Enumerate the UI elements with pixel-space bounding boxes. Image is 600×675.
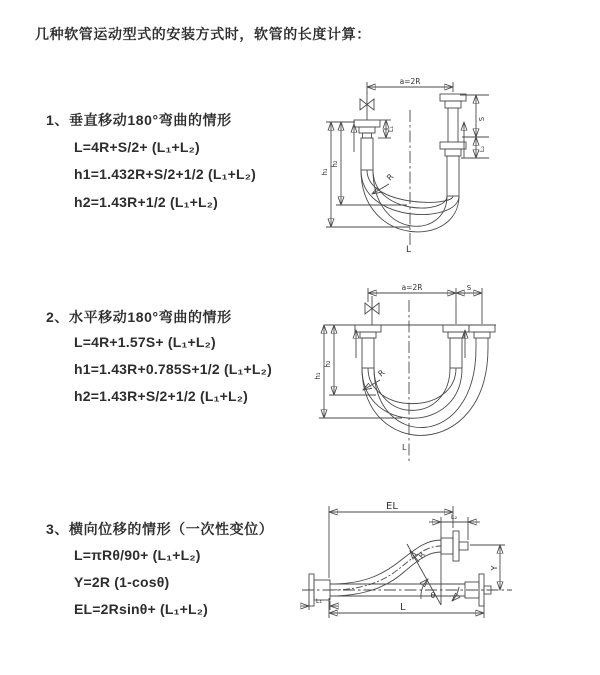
section-1-formula-h2: h2=1.43R+1/2 (L₁+L₂) xyxy=(74,194,219,210)
braided-hose-section xyxy=(450,338,462,368)
dim-label-l1: L₁ xyxy=(315,597,323,605)
section-3-formula-Y: Y=2R (1-cosθ) xyxy=(74,574,170,590)
page-title: 几种软管运动型式的安装方式时，软管的长度计算： xyxy=(35,26,371,42)
dim-label-r: R xyxy=(385,172,396,183)
left-pipe-fitting xyxy=(354,120,380,170)
diagram-horizontal-180-bend xyxy=(310,278,595,468)
dim-label-a2r: a=2R xyxy=(401,283,423,292)
dim-label-h1: h₁ xyxy=(314,372,322,380)
dim-label-theta: θ xyxy=(430,591,436,600)
section-2-formula-h1: h1=1.43R+0.785S+1/2 (L₁+L₂) xyxy=(74,361,272,377)
section-2-heading: 2、水平移动180°弯曲的情形 xyxy=(46,309,232,325)
dim-label-y: Y xyxy=(490,565,499,571)
dim-label-s: S xyxy=(466,284,472,292)
dim-label-l2: L₂ xyxy=(450,513,458,521)
section-3-formula-L: L=πRθ/90+ (L₁+L₂) xyxy=(74,547,201,563)
section-3-formula-EL: EL=2Rsinθ+ (L₁+L₂) xyxy=(74,601,209,617)
displaced-flange xyxy=(441,531,468,561)
right-pipe-fitting xyxy=(440,94,466,196)
right-pipe-fitting xyxy=(469,325,495,348)
section-2-formula-L: L=4R+1.57S+ (L₁+L₂) xyxy=(74,334,216,350)
section-2-formula-h2: h2=1.43R+S/2+1/2 (L₁+L₂) xyxy=(74,388,249,404)
dim-label-r: R xyxy=(376,368,387,379)
dim-label-s: S xyxy=(478,116,486,122)
braided-hose-section xyxy=(447,156,459,196)
left-pipe-fitting xyxy=(355,325,381,368)
braided-hose-section xyxy=(362,338,374,368)
dim-label-h1: h₁ xyxy=(321,168,329,176)
diagram-lateral-displacement xyxy=(300,498,600,663)
dim-label-h2: h₂ xyxy=(331,160,339,168)
dim-label-l: L xyxy=(402,443,407,452)
valve-icon xyxy=(365,296,379,325)
hose-u-bend xyxy=(362,348,488,435)
dim-label-l: L xyxy=(400,602,406,613)
dim-label-l1: L₁ xyxy=(387,125,395,133)
dim-label-l2: L₂ xyxy=(478,145,486,153)
dim-label-r: R xyxy=(416,550,428,561)
dim-label-el: EL xyxy=(386,501,398,512)
section-1-formula-L: L=4R+S/2+ (L₁+L₂) xyxy=(74,139,200,155)
dim-label-l: L xyxy=(406,245,412,255)
hose-s-curve xyxy=(330,540,441,596)
braided-hose-section xyxy=(361,138,373,170)
section-3-heading: 3、横向位移的情形（一次性变位） xyxy=(46,521,274,537)
valve-icon xyxy=(360,92,374,120)
section-1-formula-h1: h1=1.432R+S/2+1/2 (L₁+L₂) xyxy=(74,166,256,182)
section-1-heading: 1、垂直移动180°弯曲的情形 xyxy=(46,112,232,128)
dim-label-a2r: a=2R xyxy=(399,77,421,86)
dim-label-h2: h₂ xyxy=(324,360,332,368)
diagram-vertical-180-bend xyxy=(310,72,595,257)
